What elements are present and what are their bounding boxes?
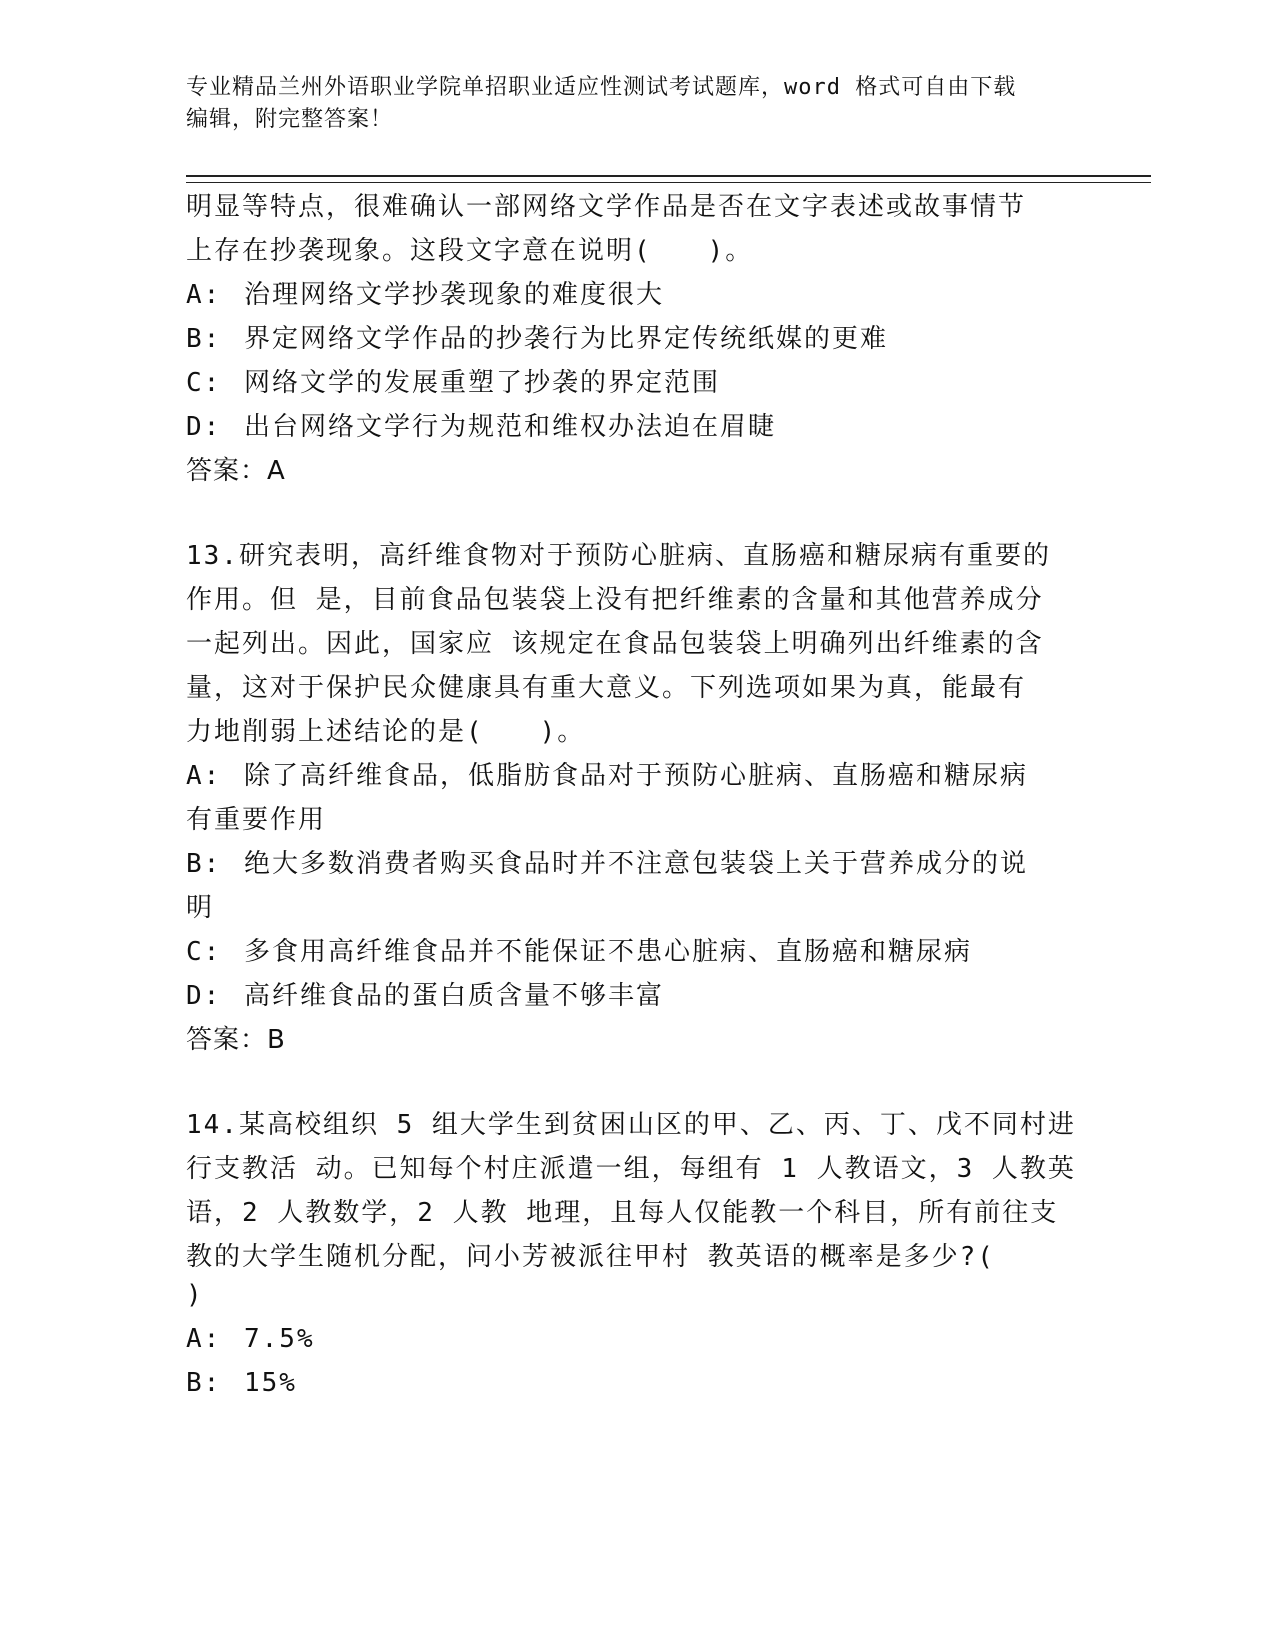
q12-option-d (186, 406, 776, 443)
q14-text-line: 行支教活 动。已知每个村庄派遣一组，每组有 1 人教语文，3 人教英 (186, 1154, 1076, 1184)
header-rule-thin (186, 182, 1151, 183)
q12-option-c (186, 362, 720, 399)
q13-option-b-cont: 明 (186, 893, 215, 923)
option-letter: B: (186, 849, 222, 879)
option-letter: A: (186, 761, 222, 791)
option-letter: B: (186, 324, 222, 354)
option-letter: C: (186, 368, 222, 398)
option-text: 15% (244, 1368, 297, 1398)
option-letter: D: (186, 981, 222, 1011)
q13-text-line: 作用。但 是，目前食品包装袋上没有把纤维素的含量和其他营养成分 (186, 585, 1044, 615)
q14-text-line: 语，2 人教数学，2 人教 地理，且每人仅能教一个科目，所有前往支 (186, 1198, 1059, 1228)
q13-text-line: 力地削弱上述结论的是( )。 (186, 717, 586, 747)
option-text: 界定网络文学作品的抄袭行为比界定传统纸媒的更难 (244, 324, 889, 354)
header-line-1: 专业精品兰州外语职业学院单招职业适应性测试考试题库，word 格式可自由下载 (186, 75, 1017, 100)
option-letter: A: (186, 280, 222, 310)
option-text: 多食用高纤维食品并不能保证不患心脏病、直肠癌和糖尿病 (244, 937, 973, 967)
q12-option-b (186, 318, 888, 355)
header-line-2: 编辑，附完整答案！ (186, 107, 394, 132)
q14-option-b (186, 1368, 297, 1398)
option-text: 7.5% (244, 1324, 315, 1354)
page-header (186, 72, 1086, 136)
q12-answer: 答案：A (186, 456, 286, 486)
option-letter: A: (186, 1324, 222, 1354)
q12-option-a (186, 274, 664, 311)
option-text: 绝大多数消费者购买食品时并不注意包装袋上关于营养成分的说 (244, 849, 1029, 879)
q14-text-line: ) (186, 1280, 204, 1310)
option-letter: D: (186, 412, 222, 442)
q13-text-line: 量，这对于保护民众健康具有重大意义。下列选项如果为真，能最有 (186, 673, 1027, 703)
option-text: 治理网络文学抄袭现象的难度很大 (244, 280, 665, 310)
q13-option-c (186, 931, 972, 968)
q13-text-line: 13.研究表明，高纤维食物对于预防心脏病、直肠癌和糖尿病有重要的 (186, 541, 1051, 571)
option-text: 网络文学的发展重塑了抄袭的界定范围 (244, 368, 721, 398)
q13-text-line: 一起列出。因此，国家应 该规定在食品包装袋上明确列出纤维素的含 (186, 629, 1044, 659)
option-text: 高纤维食品的蛋白质含量不够丰富 (244, 981, 665, 1011)
q13-option-a-cont: 有重要作用 (186, 805, 327, 835)
option-letter: B: (186, 1368, 222, 1398)
option-text: 出台网络文学行为规范和维权办法迫在眉睫 (244, 412, 777, 442)
q14-text-line: 教的大学生随机分配，问小芳被派往甲村 教英语的概率是多少?( (186, 1242, 995, 1272)
q12-text-line: 明显等特点，很难确认一部网络文学作品是否在文字表述或故事情节 (186, 192, 1027, 222)
q13-option-a (186, 755, 1028, 792)
q12-text-line: 上存在抄袭现象。这段文字意在说明( )。 (186, 236, 754, 266)
q14-text-line: 14.某高校组织 5 组大学生到贫困山区的甲、乙、丙、丁、戊不同村进 (186, 1110, 1076, 1140)
header-rule-thick (186, 175, 1151, 177)
q13-answer: 答案：B (186, 1025, 286, 1055)
option-letter: C: (186, 937, 222, 967)
q14-option-a (186, 1324, 315, 1354)
q13-option-b (186, 843, 1028, 880)
q13-option-d (186, 975, 664, 1012)
option-text: 除了高纤维食品，低脂肪食品对于预防心脏病、直肠癌和糖尿病 (244, 761, 1029, 791)
